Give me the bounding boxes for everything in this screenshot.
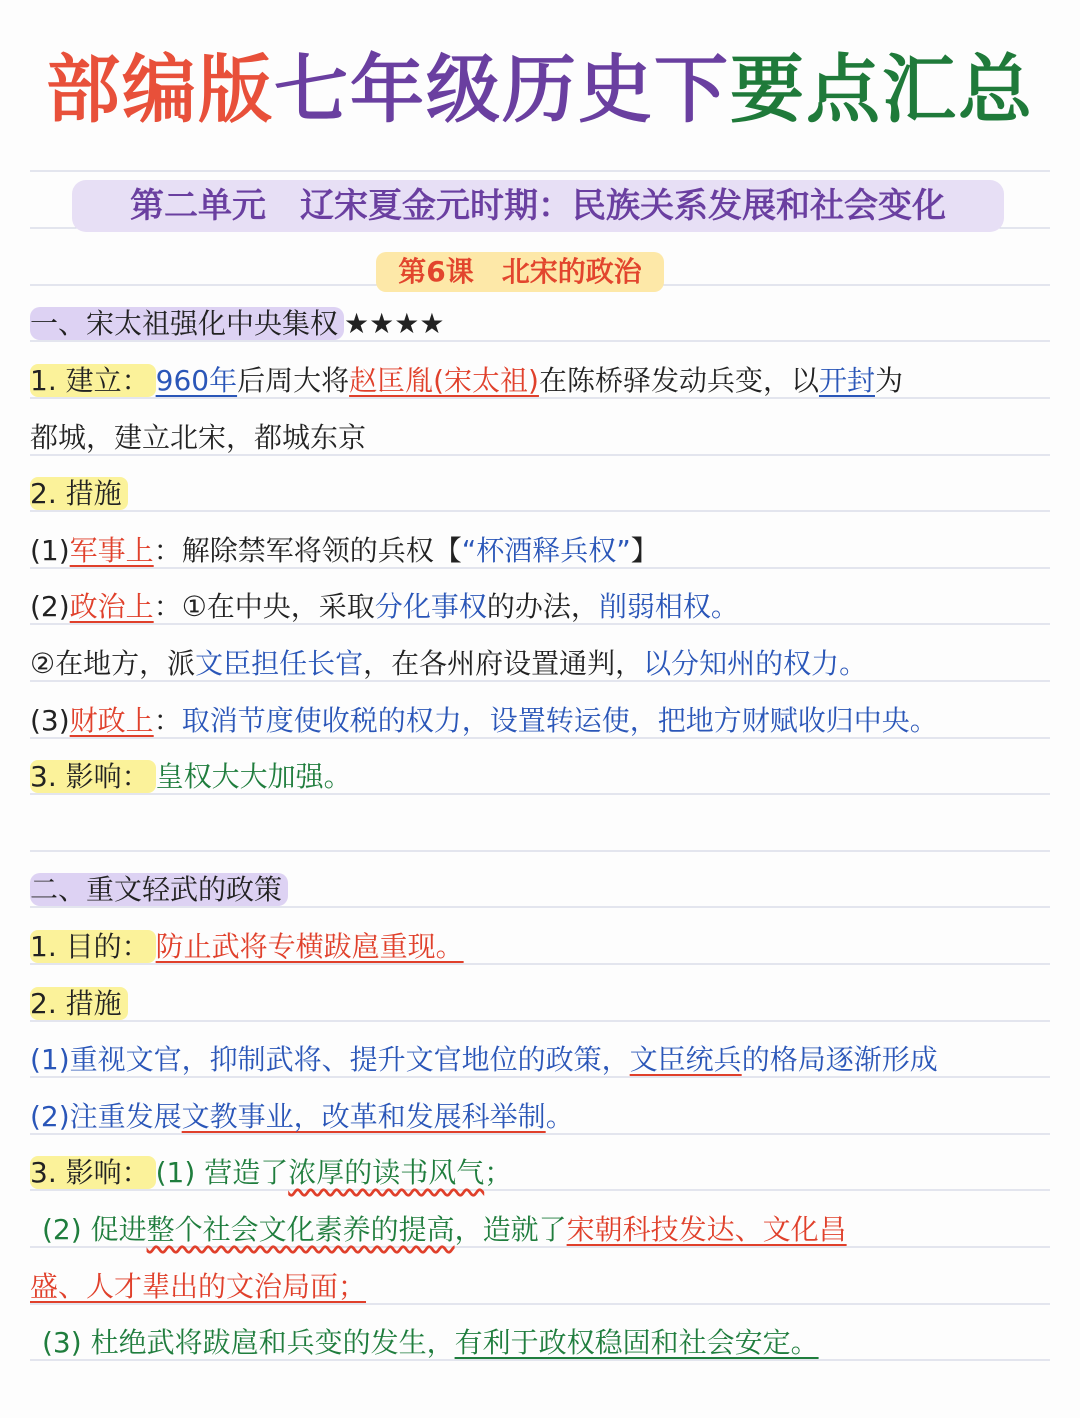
section-2-heading: 二、重文轻武的政策 bbox=[30, 873, 288, 906]
s2-p3b-red: 宋朝科技发达、文化昌 bbox=[566, 1213, 847, 1246]
unit-title: 第二单元 辽宋夏金元时期：民族关系发展和社会变化 bbox=[72, 180, 1004, 232]
s1-m3-key: 财政上 bbox=[69, 704, 154, 737]
s1-m3-num: (3) bbox=[30, 704, 70, 737]
title-part-1: 部编版 bbox=[46, 47, 274, 133]
s1-m2b-key-b: 以分知州的权力。 bbox=[643, 647, 868, 680]
s1-m2-text-b: 的办法， bbox=[486, 590, 599, 623]
s1-m2-num: (2) bbox=[30, 590, 70, 623]
s2-point-3 bbox=[30, 1153, 512, 1193]
s2-m2-text-a: (2)注重发展 bbox=[30, 1100, 182, 1133]
s2-point-2 bbox=[30, 984, 128, 1024]
s1-m3-colon: ： bbox=[153, 704, 182, 737]
s1-point-2-label: 2. 措施 bbox=[30, 477, 128, 510]
s1-m1-num: (1) bbox=[30, 534, 70, 567]
s1-m1-text-a: 解除禁军将领的兵权【 bbox=[181, 534, 462, 567]
s1-p1-text-a: 后周大将 bbox=[237, 364, 350, 397]
s2-measure-2 bbox=[30, 1097, 574, 1137]
s1-point-3-text: 皇权大大加强。 bbox=[155, 760, 352, 793]
s1-measure-2 bbox=[30, 587, 739, 627]
s1-m2-key-a: 分化事权 bbox=[374, 590, 487, 623]
s1-point-1 bbox=[30, 361, 903, 401]
s2-m2-text-b: 。 bbox=[545, 1100, 574, 1133]
s2-p3-text-a: (1) 营造了 bbox=[155, 1156, 289, 1189]
s1-m2b-text-a: ②在地方，派 bbox=[30, 647, 196, 680]
s1-point-2 bbox=[30, 474, 128, 514]
s2-measure-1 bbox=[30, 1040, 938, 1080]
year-960: 960年 bbox=[155, 364, 238, 397]
s1-m1-key: 军事上 bbox=[69, 534, 154, 567]
s1-point-1-cont: 都城，建立北宋，都城东京 bbox=[30, 421, 367, 454]
s1-m2-key: 政治上 bbox=[69, 590, 154, 623]
s1-point-1-label: 1. 建立： bbox=[30, 364, 156, 397]
s2-m2-key: 文教事业，改革和发展科举制 bbox=[181, 1100, 546, 1133]
s1-m1-quote: “杯酒释兵权” bbox=[461, 534, 631, 567]
s2-m1-text-a: (1)重视文官，抑制武将、提升文官地位的政策， bbox=[30, 1043, 630, 1076]
s2-point-1 bbox=[30, 927, 464, 967]
title-part-3: 要点汇总 bbox=[730, 47, 1034, 133]
section-1-heading-row bbox=[30, 304, 444, 344]
s1-m2b-key-a: 文臣担任长官 bbox=[195, 647, 364, 680]
s2-point-3b bbox=[42, 1210, 847, 1250]
s1-m1-text-b: 】 bbox=[630, 534, 659, 567]
s2-point-1-label: 1. 目的： bbox=[30, 930, 156, 963]
s1-measure-3 bbox=[30, 701, 938, 741]
s1-m2-colon: ： bbox=[153, 590, 182, 623]
s1-m1-colon: ： bbox=[153, 534, 182, 567]
s2-point-1-text: 防止武将专横跋扈重现。 bbox=[155, 930, 464, 963]
s2-m1-text-b: 的格局逐渐形成 bbox=[741, 1043, 938, 1076]
s2-p3b-text-a: (2) 促进 bbox=[42, 1213, 147, 1246]
s2-p3b-text-b: ，造就了 bbox=[454, 1213, 567, 1246]
s1-p1-text-c: 为 bbox=[874, 364, 903, 397]
kaifeng: 开封 bbox=[818, 364, 875, 397]
s2-point-2-label: 2. 措施 bbox=[30, 987, 128, 1020]
s2-p3d-text-a: (3) 杜绝武将跋扈和兵变的发生， bbox=[42, 1326, 455, 1359]
s1-point-3-label: 3. 影响： bbox=[30, 760, 156, 793]
lesson-title: 第6课 北宋的政治 bbox=[376, 252, 664, 292]
s2-p3-text-b: ； bbox=[484, 1156, 513, 1189]
s2-p3b-key: 整个社会文化素养的提高 bbox=[146, 1213, 455, 1246]
s2-point-3c bbox=[30, 1267, 366, 1307]
s1-measure-2b bbox=[30, 644, 867, 684]
section-1-heading: 一、宋太祖强化中央集权 bbox=[30, 307, 344, 340]
s1-m2-key-b: 削弱相权。 bbox=[598, 590, 739, 623]
s1-m3-text: 取消节度使收税的权力，设置转运使，把地方财赋收归中央。 bbox=[181, 704, 938, 737]
zhao-kuangyin: 赵匡胤(宋太祖) bbox=[349, 364, 539, 397]
s2-point-3d bbox=[42, 1323, 819, 1363]
s1-point-3 bbox=[30, 757, 352, 797]
s2-p3d-key: 有利于政权稳固和社会安定。 bbox=[454, 1326, 819, 1359]
s2-p3-key: 浓厚的读书风气 bbox=[288, 1156, 485, 1189]
s2-p3c-text: 盛、人才辈出的文治局面； bbox=[30, 1270, 367, 1303]
title-part-2: 七年级历史下 bbox=[274, 47, 730, 133]
page-title bbox=[0, 40, 1080, 140]
section-2-heading-row bbox=[30, 870, 288, 910]
s2-m1-key: 文臣统兵 bbox=[629, 1043, 742, 1076]
importance-stars: ★★★★ bbox=[344, 307, 445, 340]
s1-m2-text-a: ①在中央，采取 bbox=[181, 590, 375, 623]
s1-p1-text-b: 在陈桥驿发动兵变，以 bbox=[538, 364, 819, 397]
s1-m2b-text-b: ，在各州府设置通判， bbox=[363, 647, 644, 680]
s2-point-3-label: 3. 影响： bbox=[30, 1156, 156, 1189]
s1-measure-1 bbox=[30, 531, 659, 571]
